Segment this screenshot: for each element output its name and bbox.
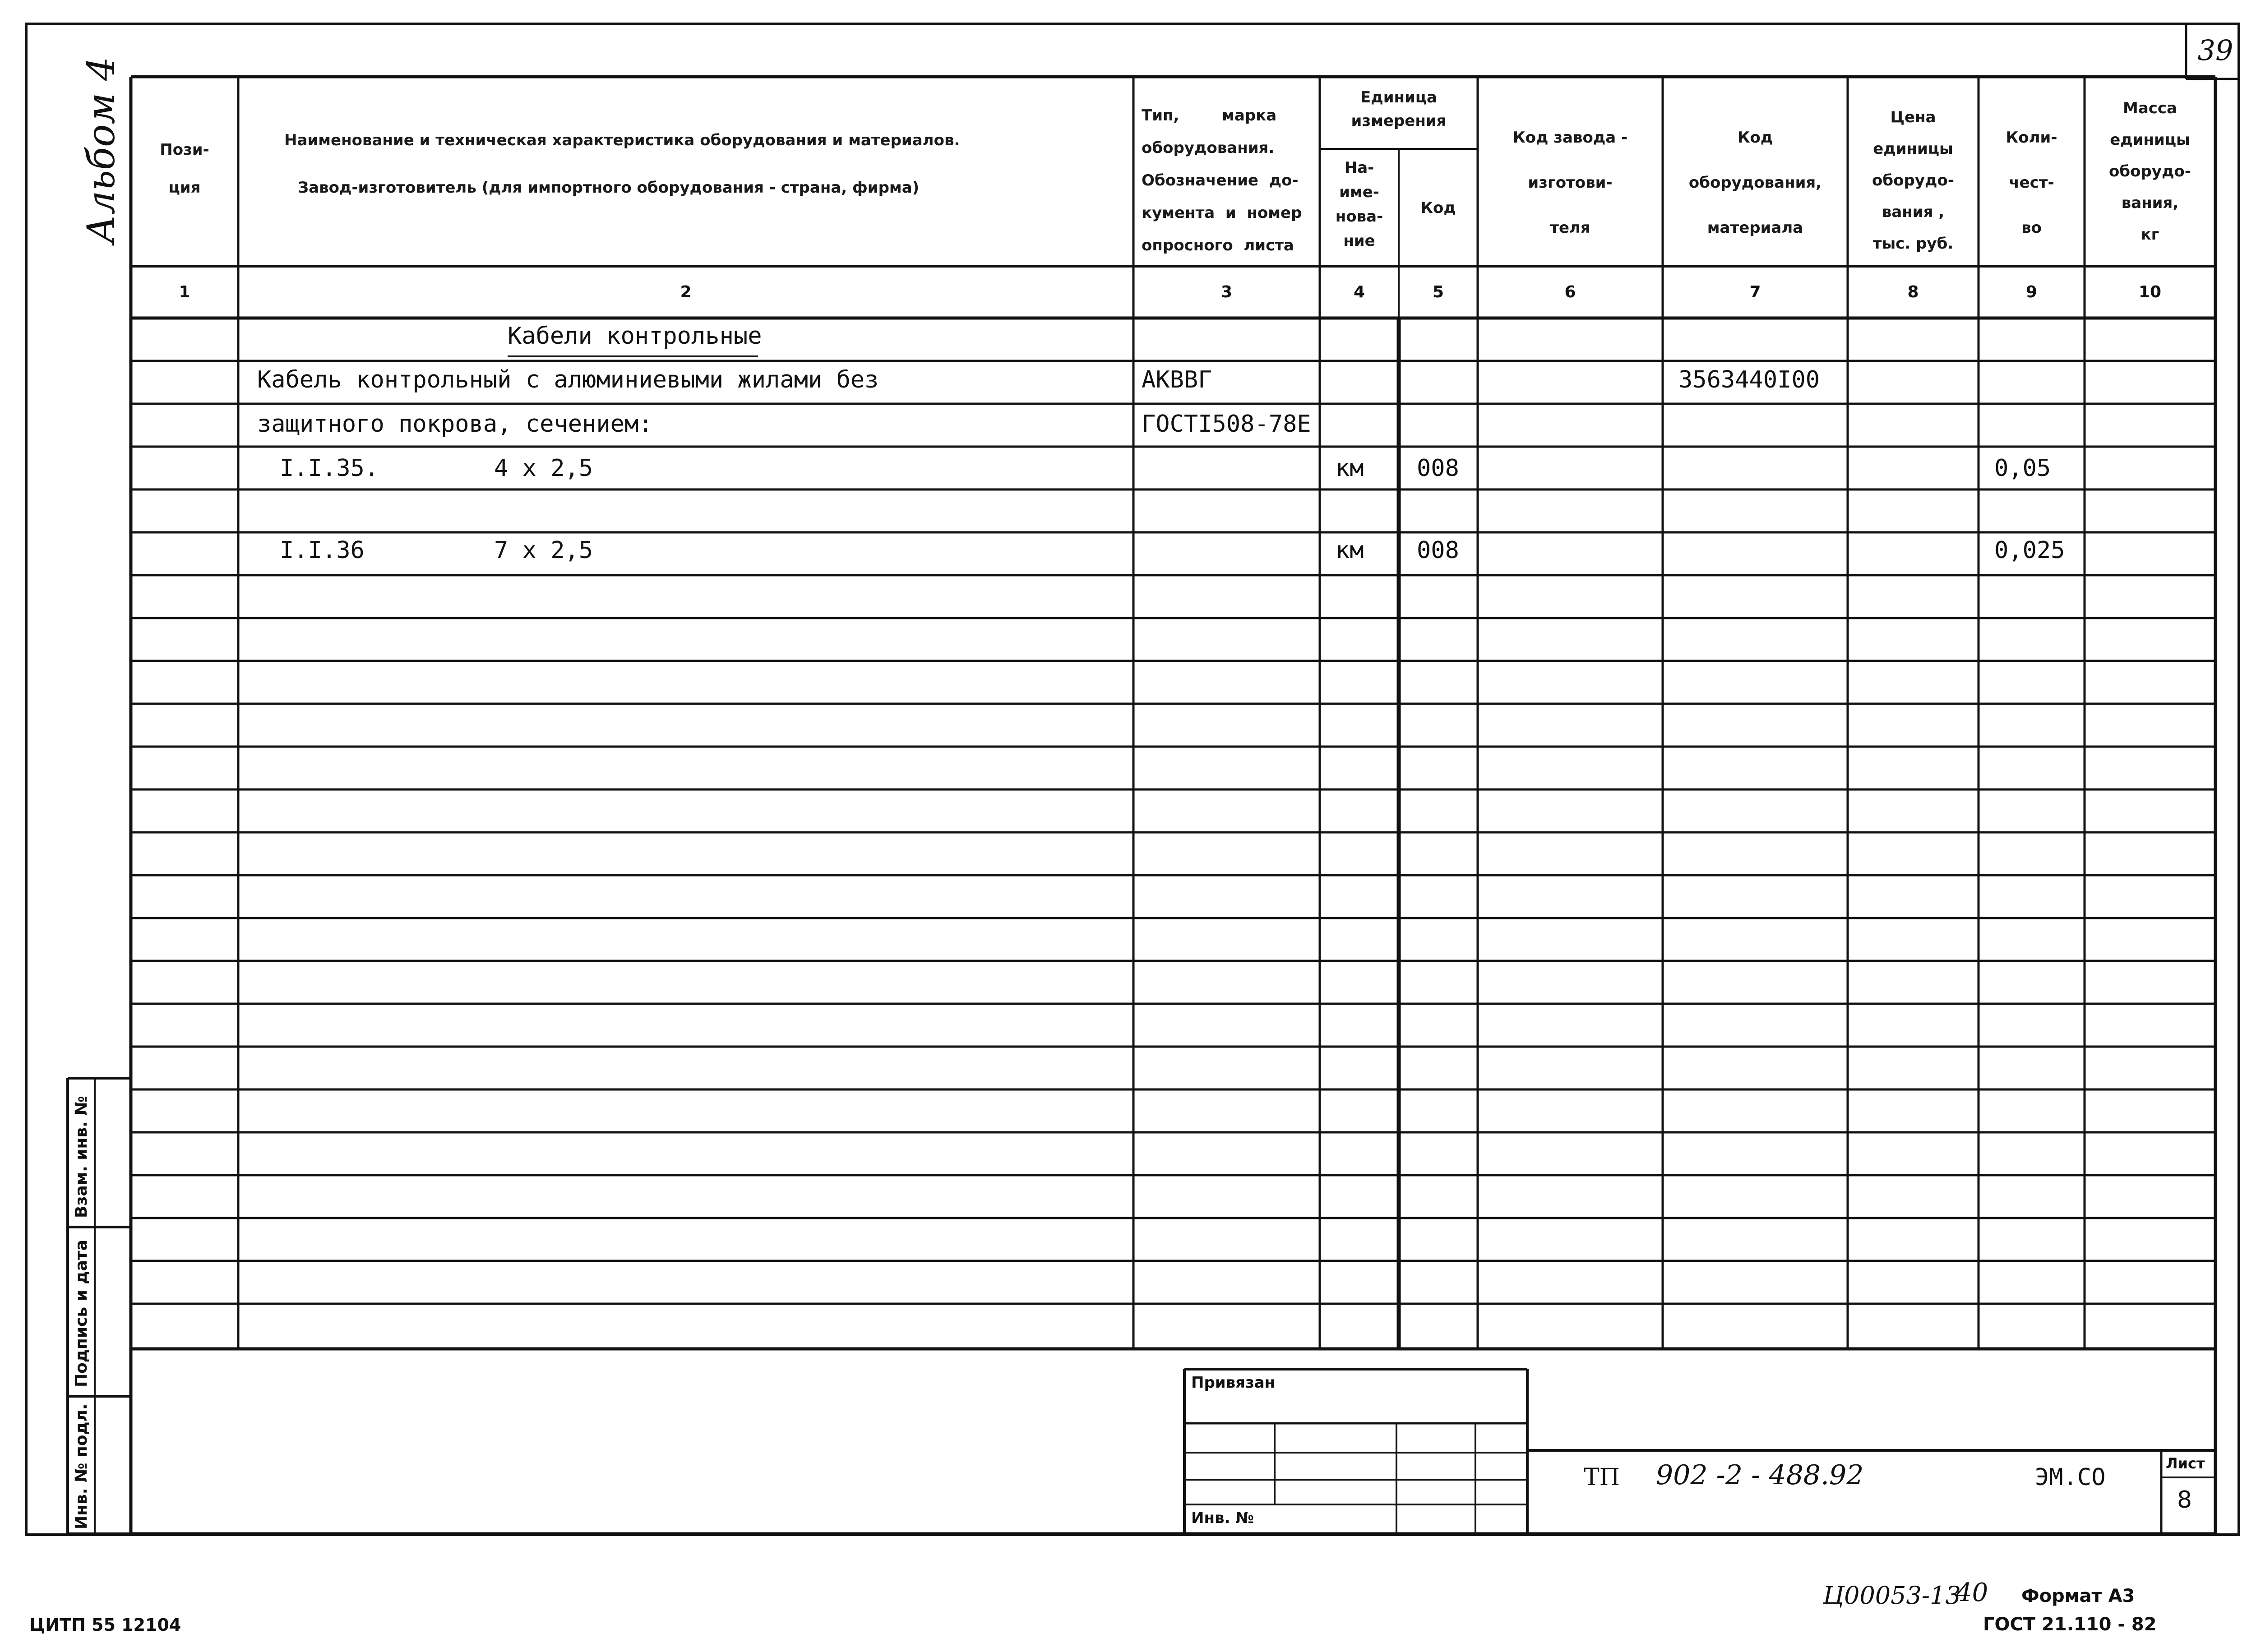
col-number-3: 3 bbox=[1220, 283, 1233, 301]
header-factory-code: Код завода - изготови- теля bbox=[1512, 129, 1628, 237]
header-unit-name: На- име- нова- ние bbox=[1335, 159, 1383, 250]
doc-mark: ЭМ.СО bbox=[2035, 1464, 2106, 1491]
col-number-6: 6 bbox=[1564, 283, 1576, 301]
header-unit-code: Код bbox=[1420, 199, 1456, 217]
header-name-line2: Завод-изготовитель (для импортного оборудования - страна, фирма) bbox=[298, 179, 920, 197]
doc-code: 902 -2 - 488.92 bbox=[1656, 1459, 1864, 1491]
header-mass: Масса единицы оборудо- вания, кг bbox=[2109, 99, 2191, 244]
col-number-7: 7 bbox=[1749, 283, 1761, 301]
header-type: Тип, марка оборудования. Обозначение до- кумента и номер опросного листа bbox=[1142, 106, 1302, 254]
privyazan-label: Привязан bbox=[1191, 1374, 1276, 1392]
sheet-value: 8 bbox=[2177, 1486, 2192, 1514]
row2-type: ГОСТI508-78Е bbox=[1142, 411, 1311, 438]
row1-name: Кабель контрольный с алюминиевыми жилами без bbox=[257, 366, 879, 393]
stamp-signature-date: Подпись и дата bbox=[72, 1240, 91, 1387]
row3-unit: км bbox=[1336, 455, 1364, 482]
col-number-4: 4 bbox=[1353, 283, 1365, 301]
format-label: Формат А3 bbox=[2021, 1586, 2135, 1606]
row4-unit: км bbox=[1336, 537, 1364, 564]
col-number-2: 2 bbox=[680, 283, 692, 301]
sheet-label: Лист bbox=[2166, 1455, 2205, 1472]
album-label: Альбом 4 bbox=[79, 56, 123, 244]
archive-page: 40 bbox=[1956, 1578, 1988, 1607]
header-equipment-code: Код оборудования, материала bbox=[1688, 129, 1822, 237]
stamp-inv-original: Инв. № подл. bbox=[72, 1403, 91, 1529]
archive-number: Ц00053-13 bbox=[1823, 1581, 1961, 1610]
sheet-number: 39 bbox=[2197, 34, 2233, 67]
row4-unit-code: 008 bbox=[1417, 537, 1459, 564]
doc-prefix: ТП bbox=[1584, 1464, 1620, 1491]
row1-type: АКВВГ bbox=[1142, 366, 1212, 393]
row4-size: 7 x 2,5 bbox=[494, 537, 593, 564]
col-number-5: 5 bbox=[1432, 283, 1444, 301]
header-position: Пози- ция bbox=[160, 141, 209, 197]
header-price: Цена единицы оборудо- вания , тыс. руб. bbox=[1872, 108, 1954, 253]
section-title: Кабели контрольные bbox=[508, 323, 762, 350]
row3-quantity: 0,05 bbox=[1994, 455, 2051, 482]
col-number-10: 10 bbox=[2138, 283, 2162, 301]
row1-equipment-code: 3563440I00 bbox=[1678, 366, 1820, 393]
row3-unit-code: 008 bbox=[1417, 455, 1459, 482]
col-number-9: 9 bbox=[2025, 283, 2038, 301]
header-unit: Единица измерения bbox=[1351, 88, 1447, 130]
gost-label: ГОСТ 21.110 - 82 bbox=[1983, 1614, 2157, 1635]
row3-position: I.I.35. bbox=[280, 455, 379, 482]
col-number-8: 8 bbox=[1907, 283, 1919, 301]
col-number-1: 1 bbox=[179, 283, 190, 301]
citp-label: ЦИТП 55 12104 bbox=[29, 1615, 181, 1635]
row2-name: защитного покрова, сечением: bbox=[257, 411, 653, 438]
header-quantity: Коли- чест- во bbox=[2006, 129, 2057, 237]
header-name-line1: Наименование и техническая характеристика оборудования и материалов. bbox=[284, 131, 960, 149]
row4-position: I.I.36 bbox=[280, 537, 365, 564]
stamp-vzam-inv: Взам. инв. № bbox=[72, 1096, 91, 1218]
inv-no-label: Инв. № bbox=[1191, 1509, 1254, 1527]
row3-size: 4 x 2,5 bbox=[494, 455, 593, 482]
row4-quantity: 0,025 bbox=[1994, 537, 2065, 564]
